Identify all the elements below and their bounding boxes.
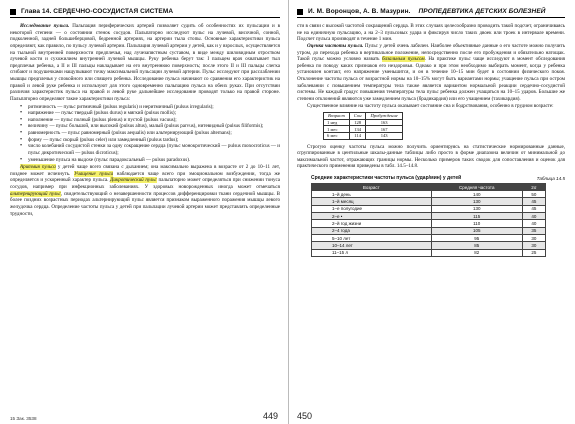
left-paragraph-1-text: Пальпация периферических артерий позволяет судить об особенностях их пульсации и в некоторой степени — о состоянии стенок сосудов. Пальпаторно исследуют пульс на лучевой, височной, сонной, подколенной, задней большеберцовой, бедренной артериях, на артерии тыла стопы. Основные характеристики пульса определяют, как правило, по пульсу лучевой артерии. Пальпация лучевой артерии у детей, как и у взрослых, осуществляется на тыльной внутренней поверхности предплечья, над лучезапястным суставом, в виде между шиловидным отростком лучевой кости и сухожилием внутренней лучевой мышцы. Руку ребенка берут так: I пальцем врач охватывает тыл предплечья ребенка, а II и III пальцы накладывает на его внутреннюю поверхность; после этого II и III пальцы слегка сгибают и подушечками нащупывают точку максимальной пульсации лучевой артерии. Пульс исследуют при расслаблении мышцы предплечья у спокойного или спящего ребенка. Исследование пульса начинают со сравнения его характеристик на правой и левой руке ребенка и используют для этого одновременно пальпацию пульса на обеих руках. При отсутствии различия характеристик пульса на правой и левой руке дальнейшее исследование проводят только на правой стороне. Пальпаторно определяют такие характеристики пульса: xyxy=(10,23,281,102)
table-cell: 1–й день xyxy=(312,191,432,198)
list-item-text: число колебаний сосудистой стенки за одну сокращение сердца (пульс монокротический — pulsus monocroticus — и пульс дикротический — pulsus dicroticus); xyxy=(28,143,280,156)
table-cell: 128 xyxy=(349,119,366,126)
table-row xyxy=(312,249,546,256)
table-cell: 2–4 года xyxy=(312,227,432,234)
right-paragraph-1: сти в связи с высокой частотой сокращений сердца. В этих случаях целесообразно проводить такой подсчет, ограничиваясь не на единичную пульсацию, а на 2–3 пульсовых удара и фиксируя число таких двоек или троек в интервале времени. Подсчет пульса производят в течение 1 мин. xyxy=(297,23,565,43)
table-row xyxy=(312,205,546,212)
table-cell: 11–15 л xyxy=(312,249,432,256)
table-row xyxy=(312,235,546,242)
table-cell: 167 xyxy=(366,126,402,133)
section-heading: Исследование пульса. xyxy=(20,23,70,29)
table-cell: 30 xyxy=(522,242,545,249)
table-row xyxy=(312,227,546,234)
table-number: Таблица 14.5 xyxy=(536,176,565,181)
table-cell: 40 xyxy=(522,220,545,227)
text-span: пальпаторно может определяться при снижении тонуса сосудов, например при инфекционных заболеваниях. У здоровых новорожденных иногда может отмечаться xyxy=(10,177,281,190)
book-title: ПРОПЕДЕВТИКА ДЕТСКИХ БОЛЕЗНЕЙ xyxy=(418,8,546,15)
table-cell: 140 xyxy=(431,191,522,198)
right-paragraph-4: Строгую оценку частоты пульса можно получить ориентируясь на статистические нормированные данные, сгруппированные в центильные шкалы-данные таблицы либо просто в форме диапазона величин от минимальной до максимальной частот, отражающих границы нормы. Несколько примеров таких сводок для сопоставления и оценок для практического применения приведены в табл. 14.5–14.8. xyxy=(297,143,565,170)
table-cell: 85 xyxy=(431,242,522,249)
left-header xyxy=(10,6,280,18)
table-row xyxy=(324,126,403,133)
list-item-text: наполнение — пульс полный (pulsus plenus) и пустой (pulsus vacuus); xyxy=(28,116,177,123)
right-header xyxy=(297,6,565,18)
table-cell: 1 нед xyxy=(324,119,350,126)
bullet-icon: • xyxy=(20,116,23,123)
list-item xyxy=(20,157,280,164)
bullet-icon: • xyxy=(20,136,23,143)
highlight-arrhythmia: Аритмия пульса xyxy=(20,164,56,171)
printer-signature: 15 Зак. 3538 xyxy=(10,416,37,421)
list-item-text: величину — пульс большой, или высокий (pulsus altus), малый (pulsus parvus), нитевидный (pulsus filiformis); xyxy=(28,123,264,130)
header-square-icon xyxy=(297,9,303,15)
table-cell: 130 xyxy=(431,205,522,212)
list-item-text: напряжение — пульс твердый (pulsus durus) и мягкий (pulsus mollis); xyxy=(28,110,177,117)
list-item xyxy=(20,143,280,156)
right-paragraph-2 xyxy=(297,43,565,103)
table-cell: 5–10 лет xyxy=(312,235,432,242)
table-caption xyxy=(297,175,565,181)
bullet-icon: • xyxy=(20,103,23,110)
table-cell: 163 xyxy=(366,119,402,126)
table-row xyxy=(324,132,403,139)
table-cell: 50 xyxy=(522,191,545,198)
table-cell: 1–е полугодие xyxy=(312,205,432,212)
left-paragraph-2 xyxy=(10,164,280,217)
text-span: . На практике пульс чаще исследуют в момент обследования ребенка по поводу каких признаков его нездоровья. Однако и при этом необходимо выбирать момент, когда у ребенка установлен контакт, его напряжение уменьшится, и он в течение 10–15 мин будет в состоянии физического покоя. Отклонение частоты пульса от возрастной нормы на 10–15% могут быть вариантами нормы; учащение пульса при остром заболевании с повышением температуры тела также является вариантом нормальной реакции сердечно-сосудистой системы. Не каждый градус повышения температуры тела пульс ребенка должен учащаться на 10–15 ударов. Большие же степени отклонений являются уже замедлением пульса (брадикардия) или его учащением (тахикардия). xyxy=(297,56,565,102)
table-cell: 110 xyxy=(431,220,522,227)
left-paragraph-1 xyxy=(10,23,280,103)
text-span: наблюдается чаще всего при эмоциональном возбуждении, тогда же определяется и ускоренный характер пульса. xyxy=(10,170,280,184)
bullet-icon: • xyxy=(20,123,23,130)
table-cell: 2–е • xyxy=(312,213,432,220)
table-header-cell: Возраст xyxy=(324,113,350,120)
table-cell: 30 xyxy=(522,235,545,242)
table-cell: 143 xyxy=(366,132,402,139)
table-cell: 115 xyxy=(431,213,522,220)
list-item xyxy=(20,110,280,117)
table-header-row xyxy=(312,184,546,191)
pulse-characteristics-list xyxy=(20,104,280,164)
table-title: Средние характеристики частоты пульса (удар/мин) у детей xyxy=(311,175,462,181)
table-header-cell: 2σ xyxy=(522,184,545,191)
sleep-wake-table xyxy=(323,112,403,139)
bullet-icon: • xyxy=(20,156,23,163)
book-authors: И. М. Воронцов, А. В. Мазурин. xyxy=(308,8,411,15)
table-cell: 1 мес xyxy=(324,126,350,133)
list-item-text: ритмичность — пульс ритмичный (pulsus regularis) и неритмичный (pulsus irregularis); xyxy=(28,103,214,110)
bullet-icon: • xyxy=(20,143,23,150)
table-row xyxy=(312,213,546,220)
table-row xyxy=(324,119,403,126)
highlight-alternans: альтернирующий пульс xyxy=(10,190,61,197)
table-cell: 10–14 лет xyxy=(312,242,432,249)
subheading-rate: Оценка частоты пульса. xyxy=(307,42,364,49)
page-number-left: 449 xyxy=(262,411,278,421)
right-paragraph-3: Существенное влияние на частоту пульса оказывает состояние сна и бодрствования, особенно в грудном возрасте: xyxy=(307,102,554,109)
table-row xyxy=(312,242,546,249)
highlight-tachy: Учащение пульса xyxy=(73,170,114,177)
text-span: , свидетельствующий о незавершенности процессов дифференцировки ткани сердечной мышцы. В более поздних возрастных периодах альтернирующий пульс является признаком выраженного поражения мышцы левого желудочка сердца. Определение частоты пульса у детей при пальпации лучевой артерии может представлять определенные трудности, xyxy=(10,190,280,217)
table-cell: 2–й год жизни xyxy=(312,220,432,227)
text-span: Пульс у детей очень лабилен. Наиболее объективные данные о его частоте можно получить утром, до перехода ребенка в вертикальное положение, непосредственно после его пробуждения и обязательно натощак. Такой пульс можно условно назвать xyxy=(297,42,566,63)
table-header-cell: Пробуждение xyxy=(366,113,402,120)
page-number-right: 450 xyxy=(297,411,313,421)
highlight-basal: базальным пульсом xyxy=(382,56,425,63)
highlight-dicrotic: Дикротический пульс xyxy=(110,177,157,184)
table-cell: 105 xyxy=(431,227,522,234)
header-square-icon xyxy=(10,9,16,15)
chapter-title: Глава 14. СЕРДЕЧНО-СОСУДИСТАЯ СИСТЕМА xyxy=(21,8,174,15)
table-cell: 6 мес xyxy=(324,132,350,139)
table-cell: 114 xyxy=(349,132,366,139)
table-row xyxy=(312,191,546,198)
table-row xyxy=(312,198,546,205)
right-page xyxy=(288,0,575,424)
list-item-text: равномерность — пульс равномерный (pulsus aequalis) или альтернирующий (pulsus alternans); xyxy=(28,130,232,136)
table-cell: 130 xyxy=(431,198,522,205)
pulse-rate-table-body xyxy=(312,191,546,257)
list-item-text: форму — пульс скорый (pulsus celer) или замедленный (pulsus tardus); xyxy=(28,136,179,143)
text-span: у детей чаще всего связана с дыханием; она максимально выражена в возрасте от 2 до 10–11 лет, позднее может исчезнуть. xyxy=(10,164,280,177)
list-item xyxy=(20,123,280,130)
table-cell: 95 xyxy=(431,235,522,242)
list-item-text: уменьшение пульса на выдохе (пульс парадоксальный — pulsus paradoxus). xyxy=(28,156,191,163)
table-header-cell: Средняя частота xyxy=(431,184,522,191)
table-cell: 1–й месяц xyxy=(312,198,432,205)
table-cell: 134 xyxy=(349,126,366,133)
table-header-row xyxy=(324,113,403,120)
table-header-cell: Возраст xyxy=(312,184,432,191)
bullet-icon: • xyxy=(20,130,23,136)
bullet-icon: • xyxy=(20,110,23,117)
table-row xyxy=(312,220,546,227)
table-cell: 45 xyxy=(522,205,545,212)
table-cell: 82 xyxy=(431,249,522,256)
list-item xyxy=(20,130,280,137)
pulse-rate-table xyxy=(311,183,546,257)
table-cell: 45 xyxy=(522,198,545,205)
table-header-cell: Сон xyxy=(349,113,366,120)
table-cell: 25 xyxy=(522,249,545,256)
table-cell: 35 xyxy=(522,227,545,234)
table-cell: 40 xyxy=(522,213,545,220)
